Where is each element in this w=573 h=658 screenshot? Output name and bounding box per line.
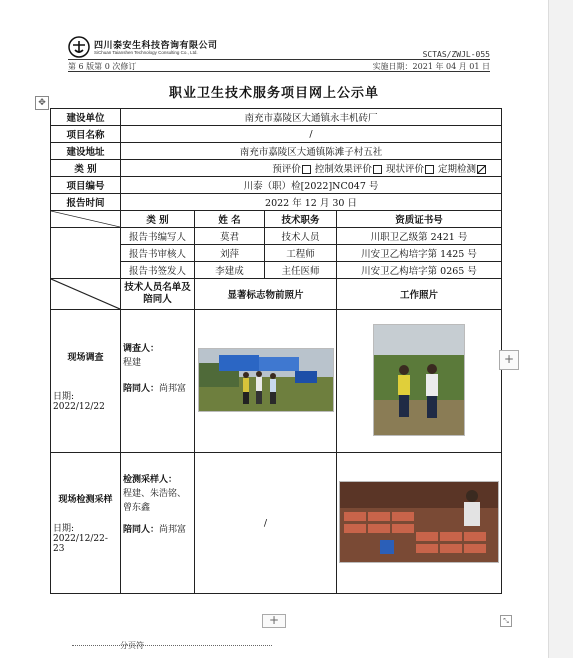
staff-name[interactable]: 莫君 (195, 228, 265, 245)
staff-title[interactable]: 主任医师 (265, 262, 337, 279)
staff-cert[interactable]: 川安卫乙构培字第 0265 号 (337, 262, 502, 279)
survey-staff-cell (121, 310, 195, 453)
plus-icon: + (503, 352, 515, 366)
document-title: 职业卫生技术服务项目网上公示单 (168, 86, 379, 101)
companion-name[interactable]: 尚邦富 (159, 525, 187, 535)
report-time-label: 报告时间 (51, 194, 121, 211)
sampling-work-photo-cell (337, 453, 502, 594)
table-resize-handle[interactable] (500, 615, 512, 627)
investigator-name[interactable]: 程建 (123, 358, 142, 368)
staff-title[interactable]: 技术人员 (265, 228, 337, 245)
company-logo-icon (68, 36, 90, 58)
type-options (121, 160, 502, 177)
revision-text: 第 6 版第 0 次修订 (68, 62, 137, 71)
checkbox-status-eval[interactable] (425, 165, 434, 174)
landmark-photo[interactable] (198, 348, 334, 412)
page-break-label: 分页符 (120, 641, 144, 650)
type-label: 类 别 (51, 160, 121, 177)
sampling-date: 2022/12/22-23 (53, 534, 108, 554)
option-pre-eval: 预评价 (272, 164, 301, 175)
sampler-names[interactable]: 程建、朱浩铭、曾东鑫 (123, 489, 187, 513)
survey-work-photo-cell (337, 310, 502, 453)
company-header (68, 36, 218, 58)
staff-name[interactable]: 刘萍 (195, 245, 265, 262)
page-break-line (72, 645, 272, 646)
table-row (51, 109, 502, 126)
publicity-table (50, 108, 502, 594)
plus-icon: + (268, 613, 280, 627)
staff-role[interactable]: 报告书编写人 (121, 228, 195, 245)
diagonal-cell (51, 211, 121, 228)
project-value[interactable]: / (121, 126, 502, 143)
staff-cert[interactable]: 川安卫乙构培字第 1425 号 (337, 245, 502, 262)
resize-icon: ⤡ (503, 617, 509, 625)
number-value[interactable]: 川泰（职）检[2022]NC047 号 (121, 177, 502, 194)
staff-role[interactable]: 报告书审核人 (121, 245, 195, 262)
add-row-button[interactable] (262, 614, 286, 628)
companion-label: 陪同人： (123, 384, 160, 394)
staff-row (51, 228, 502, 245)
checkbox-periodic-test-checked[interactable] (477, 165, 486, 174)
sampling-landmark-cell[interactable]: / (195, 453, 337, 594)
address-label: 建设地址 (51, 143, 121, 160)
sampling-date-label: 日期: (53, 524, 75, 534)
project-label: 项目名称 (51, 126, 121, 143)
table-row (51, 143, 502, 160)
table-row (51, 160, 502, 177)
document-code: SCTAS/ZWJL-055 (422, 50, 490, 59)
staff-header-title: 技术职务 (265, 211, 337, 228)
unit-value[interactable]: 南充市嘉陵区大通镇永丰机砖厂 (121, 109, 502, 126)
option-periodic-test: 定期检测 (438, 164, 477, 175)
staff-header-row (51, 211, 502, 228)
photo-header-row (51, 279, 502, 310)
staff-empty-cell (51, 228, 121, 279)
companion-label: 陪同人： (123, 525, 160, 535)
staff-cert[interactable]: 川职卫乙级第 2421 号 (337, 228, 502, 245)
staff-name[interactable]: 李建成 (195, 262, 265, 279)
sampling-staff-cell (121, 453, 195, 594)
number-label: 项目编号 (51, 177, 121, 194)
survey-date: 2022/12/22 (53, 402, 105, 412)
sampling-label-cell (51, 453, 121, 594)
header-divider (68, 59, 490, 60)
col-landmark-header: 显著标志物前照片 (195, 279, 337, 310)
col-work-header: 工作照片 (337, 279, 502, 310)
diagonal-cell (51, 279, 121, 310)
add-column-button[interactable] (499, 350, 519, 370)
staff-header-name: 姓 名 (195, 211, 265, 228)
staff-role[interactable]: 报告书签发人 (121, 262, 195, 279)
table-row (51, 126, 502, 143)
address-value[interactable]: 南充市嘉陵区大通镇陈滩子村五社 (121, 143, 502, 160)
staff-title[interactable]: 工程师 (265, 245, 337, 262)
checkbox-control-eval[interactable] (373, 165, 382, 174)
staff-header-category: 类 别 (121, 211, 195, 228)
companion-name[interactable]: 尚邦富 (159, 384, 187, 394)
survey-row (51, 310, 502, 453)
survey-date-label: 日期: (53, 392, 75, 402)
option-control-eval: 控制效果评价 (314, 164, 372, 175)
survey-label: 现场调查 (67, 353, 104, 363)
col-staff-header: 技术人员名单及陪同人 (121, 279, 195, 310)
report-time-value[interactable]: 2022 年 12 月 30 日 (121, 194, 502, 211)
unit-label: 建设单位 (51, 109, 121, 126)
investigator-label: 调查人： (123, 344, 160, 354)
staff-header-cert: 资质证书号 (337, 211, 502, 228)
work-photo[interactable] (373, 324, 465, 436)
sampling-work-photo[interactable] (339, 481, 499, 563)
option-status-eval: 现状评价 (385, 164, 424, 175)
vertical-scrollbar[interactable] (548, 0, 573, 658)
table-row (51, 177, 502, 194)
company-name-cn: 四川泰安生科技咨询有限公司 (94, 39, 218, 50)
sampling-label: 现场检测采样 (58, 495, 113, 505)
survey-label-cell (51, 310, 121, 453)
move-icon: ✥ (38, 98, 46, 108)
sampling-row (51, 453, 502, 594)
checkbox-pre-eval[interactable] (302, 165, 311, 174)
implementation-date: 实施日期：2021 年 04 月 01 日 (372, 62, 490, 71)
table-row (51, 194, 502, 211)
sampler-label: 检测采样人： (123, 475, 178, 485)
survey-landmark-photo-cell (195, 310, 337, 453)
header-divider-2 (68, 71, 490, 72)
company-name-en: SiChuan Taianshen Technology Consulting Co., Ltd. (94, 49, 198, 55)
